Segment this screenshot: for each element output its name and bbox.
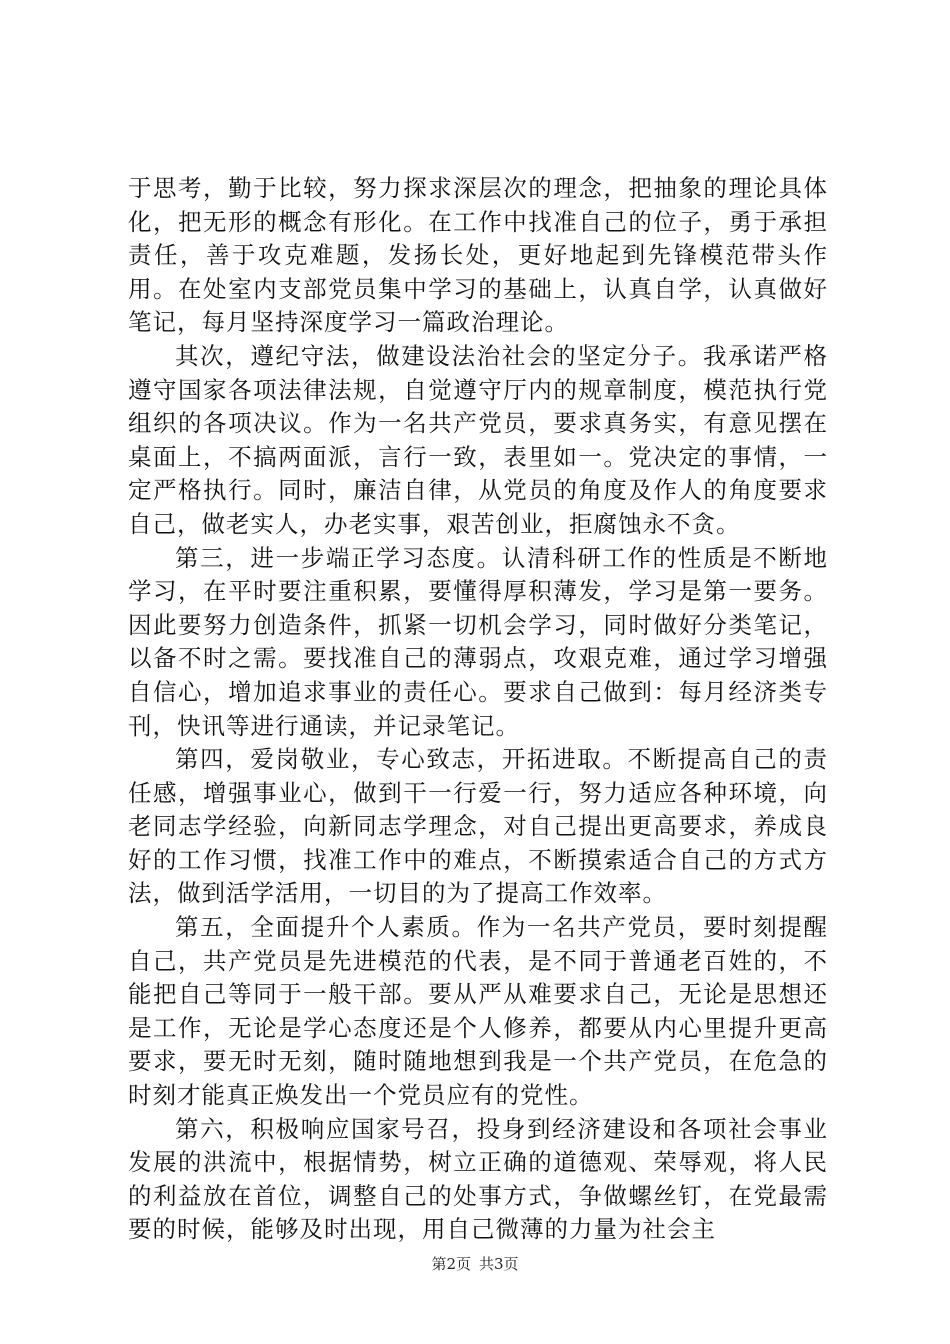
document-body bbox=[128, 172, 828, 1247]
paragraph-fifth: 第五，全面提升个人素质。作为一名共产党员，要时刻提醒自己，共产党员是先进模范的代表，是不同于普通老百姓的，不能把自己等同于一般干部。要从严从难要求自己，无论是思想还是工作，无论是学心态度还是个人修养，都要从内心里提升更高要求，要无时无刻，随时随地想到我是一个共产党员，在危急的时刻才能真正焕发出一个党员应有的党性。 bbox=[128, 913, 828, 1110]
paragraph-second: 其次，遵纪守法，做建设法治社会的坚定分子。我承诺严格遵守国家各项法律法规，自觉遵守厅内的规章制度，模范执行党组织的各项决议。作为一名共产党员，要求真务实，有意见摆在桌面上，不搞两面派，言行一致，表里如一。党决定的事情，一定严格执行。同时，廉洁自律，从党员的角度及作人的角度要求自己，做老实人，办老实事，艰苦创业，拒腐蚀永不贪。 bbox=[128, 341, 828, 538]
paragraph-sixth: 第六，积极响应国家号召，投身到经济建设和各项社会事业发展的洪流中，根据情势，树立正确的道德观、荣辱观，将人民的利益放在首位，调整自己的处事方式，争做螺丝钉，在党最需要的时候，能够及时出现，用自己微薄的力量为社会主 bbox=[128, 1114, 828, 1244]
paragraph-third: 第三，进一步端正学习态度。认清科研工作的性质是不断地学习，在平时要注重积累，要懂得厚积薄发，学习是第一要务。因此要努力创造条件，抓紧一切机会学习，同时做好分类笔记，以备不时之需。要找准自己的薄弱点，攻艰克难，通过学习增强自信心，增加追求事业的责任心。要求自己做到：每月经济类专刊，快讯等进行通读，并记录笔记。 bbox=[128, 543, 828, 740]
page-total: 共3页 bbox=[479, 1255, 519, 1273]
page-number: 第2页 bbox=[431, 1255, 471, 1273]
page-footer bbox=[0, 1253, 950, 1274]
paragraph-continuation: 于思考，勤于比较，努力探求深层次的理念，把抽象的理论具体化，把无形的概念有形化。在工作中找准自己的位子，勇于承担责任，善于攻克难题，发扬长处，更好地起到先锋模范带头作用。在处室内支部党员集中学习的基础上，认真自学，认真做好笔记，每月坚持深度学习一篇政治理论。 bbox=[128, 174, 828, 337]
paragraph-fourth: 第四，爱岗敬业，专心致志，开拓进取。不断提高自己的责任感，增强事业心，做到干一行爱一行，努力适应各种环境，向老同志学经验，向新同志学理念，对自己提出更高要求，养成良好的工作习惯，找准工作中的难点，不断摸索适合自己的方式方法，做到活学活用，一切目的为了提高工作效率。 bbox=[128, 745, 828, 908]
